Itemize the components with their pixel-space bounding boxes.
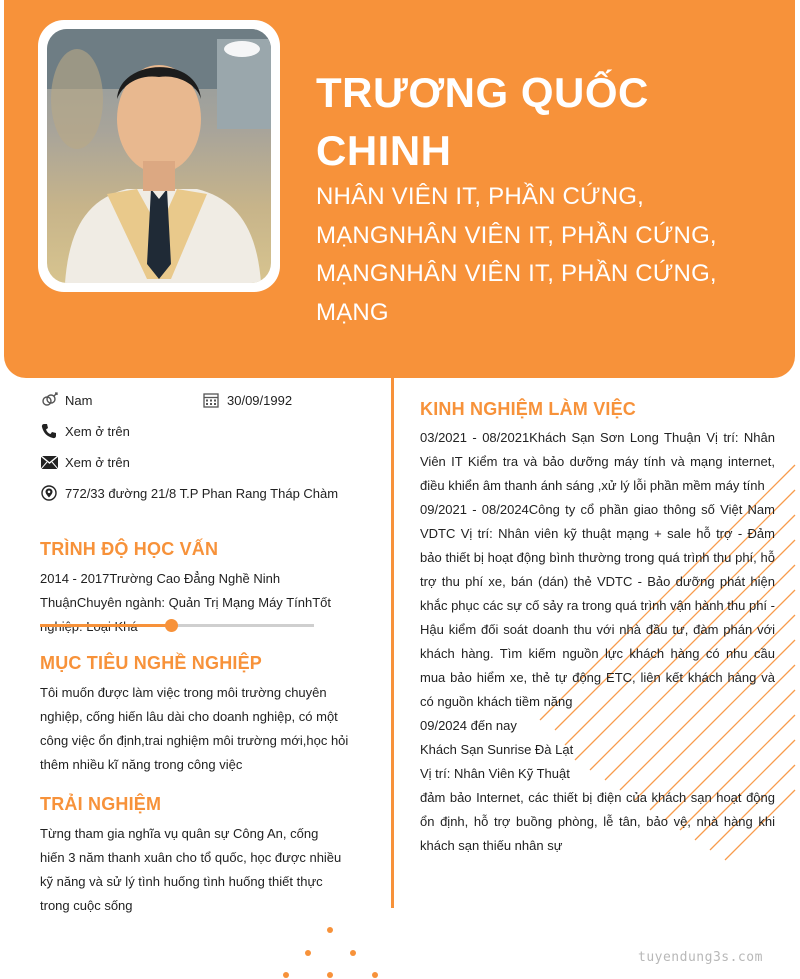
work-job-3-position: Vị trí: Nhân Viên Kỹ Thuật <box>420 766 570 781</box>
education-skill-bar <box>40 624 314 627</box>
location-pin-icon <box>40 484 58 502</box>
education-skill-fill <box>40 624 172 627</box>
info-birthday <box>202 391 292 409</box>
profile-photo-frame <box>38 20 280 292</box>
column-divider <box>391 378 394 908</box>
phone-icon <box>40 422 58 440</box>
decorative-dots <box>278 924 398 979</box>
gender-icon <box>40 391 58 409</box>
info-birthday-value: 30/09/1992 <box>227 392 293 408</box>
profile-name: TRƯƠNG QUỐC CHINH <box>316 69 649 174</box>
education-skill-knob <box>165 619 178 632</box>
info-phone-value: Xem ở trên <box>65 423 130 439</box>
header-banner <box>4 0 795 378</box>
work-job-3-description: đảm bảo Internet, các thiết bị điện của khách sạn hoạt động ổn định, hỗ trợ buồng phòng, lễ tân, bảo vệ, nhà hàng khi khách sạn thiếu nhân sự <box>420 790 775 853</box>
info-email-value: Xem ở trên <box>65 454 130 470</box>
info-phone <box>40 422 130 440</box>
info-gender-value: Nam <box>65 392 93 408</box>
info-address-value: 772/33 đường 21/8 T.P Phan Rang Tháp Chàm <box>65 485 339 501</box>
work-job-3-company: Khách Sạn Sunrise Đà Lạt <box>420 742 574 757</box>
experience-life-text: Từng tham gia nghĩa vụ quân sự Công An, cống hiến 3 năm thanh xuân cho tổ quốc, học được nhiều kỹ năng và sử lý tình huống tình huống thiết thực trong cuộc sống <box>40 826 342 913</box>
work-job-1: 03/2021 - 08/2021Khách Sạn Sơn Long Thuận Vị trí: Nhân Viên IT Kiểm tra và bảo dưỡng máy tính và mạng internet, điều khiển âm thanh ánh sáng ,xử lý lỗi phần mềm máy tính <box>420 430 775 493</box>
calendar-icon <box>202 391 220 409</box>
watermark: tuyendung3s.com <box>638 950 763 965</box>
info-address <box>40 484 338 502</box>
work-job-2: 09/2021 - 08/2024Công ty cổ phần giao thông số Việt Nam VDTC Vị trí: Nhân viên kỹ thuật mạng + sale hỗ trợ - Đảm bảo thiết bị hoạt động bình thường trong quá trình thu phí, hỗ trợ thu phí xe, bán (dán) thẻ VDTC - Bảo dưỡng phát hiện khắc phục các sự cố sảy ra trong quá trình vận hành thu phí - Hậu kiểm đối soát doanh thu với nhà đầu tư, đàm phán với khách hàng. Tìm kiếm nguồn lực khách hàng có nhu cầu mua bảo hiểm xe, thẻ tự động ETC, liên kết khách hàng và có nguồn khách tiềm năng <box>420 502 775 709</box>
objective-title: MỤC TIÊU NGHỀ NGHIỆP <box>40 653 263 673</box>
profile-job-title: NHÂN VIÊN IT, PHẦN CỨNG, MẠNGNHÂN VIÊN IT, PHẦN CỨNG, MẠNGNHÂN VIÊN IT, PHẦN CỨNG, MẠNG <box>316 183 717 326</box>
work-job-3-period: 09/2024 đến nay <box>420 718 517 733</box>
profile-photo <box>47 29 271 283</box>
envelope-icon <box>40 453 58 471</box>
info-email <box>40 453 130 471</box>
info-gender <box>40 391 92 409</box>
work-title: KINH NGHIỆM LÀM VIỆC <box>420 399 637 419</box>
objective-text: Tôi muốn được làm việc trong môi trường chuyên nghiệp, cống hiến lâu dài cho doanh nghiệp, có một công việc ổn định,trai nghiệm môi trường mới,học hỏi thêm nhiều kĩ năng trong công việc <box>40 685 349 772</box>
education-title: TRÌNH ĐỘ HỌC VẤN <box>40 539 219 559</box>
education-text: 2014 - 2017Trường Cao Đẳng Nghề Ninh ThuậnChuyên ngành: Quản Trị Mạng Máy TínhTốt <box>40 571 331 610</box>
experience-life-title: TRẢI NGHIỆM <box>40 794 162 814</box>
